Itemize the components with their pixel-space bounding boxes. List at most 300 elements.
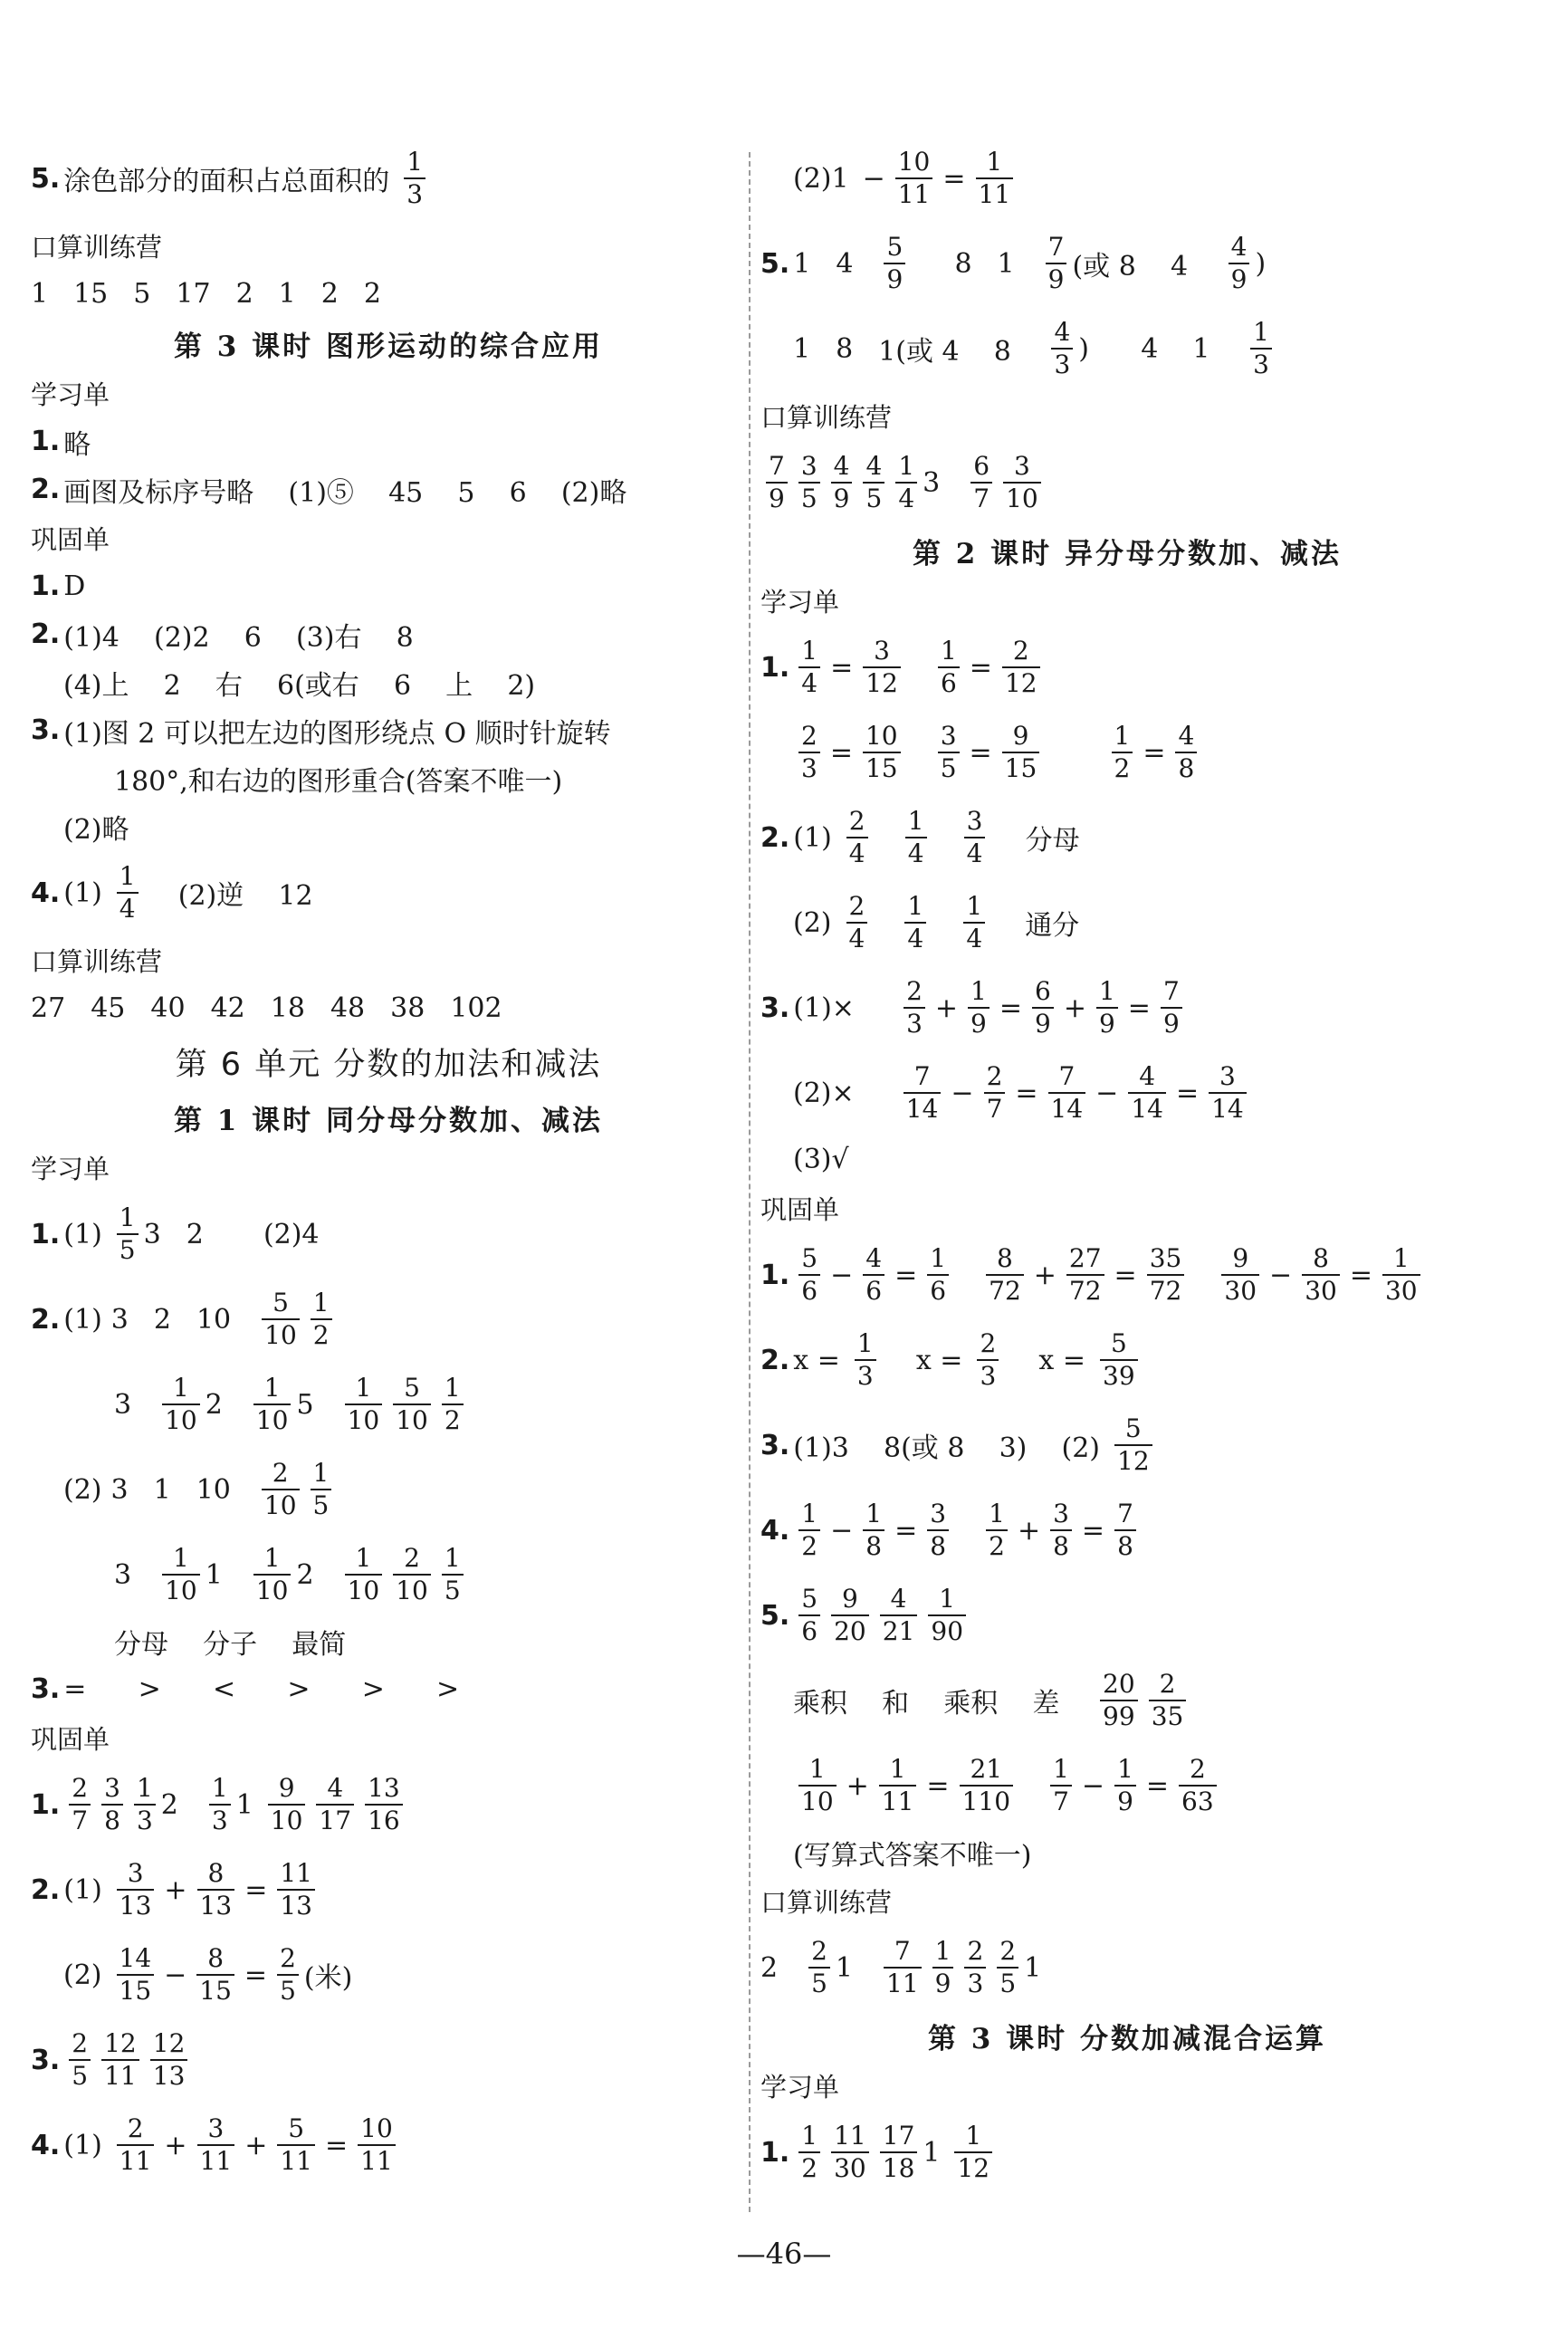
question-number: 1. [31,570,61,602]
unit-heading: 第 6 单元 分数的加法和减法 [175,1047,602,1083]
answer-text: ) 4 1 [1078,332,1237,365]
numerator: 12 [104,2028,137,2058]
fraction [863,723,901,781]
denominator: 99 [1100,1700,1138,1729]
numerator: 3 [874,636,890,666]
fraction [884,1936,922,1998]
question-number: 2. [760,1344,790,1376]
answer-value: 2 [205,1388,223,1421]
fraction [895,149,933,207]
fraction [964,1936,986,1998]
fraction [968,976,990,1039]
fraction [798,1501,820,1559]
numerator: 1 [1053,1754,1069,1784]
fraction [162,1543,200,1605]
answer-line [31,2103,746,2188]
fraction [1050,1754,1072,1816]
fraction [442,1375,464,1433]
numerator: 4 [1139,1061,1156,1091]
fraction [1003,451,1041,513]
fraction [117,1943,155,2006]
answer-line [760,2110,1494,2195]
fraction [196,1943,234,2006]
denominator: 5 [442,1574,464,1604]
fraction [1002,638,1040,696]
question-number: 3. [31,2044,61,2076]
operator: = [926,1769,950,1802]
denominator: 11 [277,2144,315,2174]
answer-line [760,710,1494,795]
denominator: 9 [1114,1785,1136,1815]
numerator: 5 [886,232,904,262]
denominator: 4 [846,922,868,952]
answer-line [760,965,1494,1050]
numerator: 5 [1110,1328,1127,1358]
numerator: 4 [890,1584,907,1614]
fraction [863,451,884,513]
numerator: 2 [72,1773,89,1803]
operator: = [969,651,992,684]
numerator: 1 [808,1754,826,1784]
numerator: 27 [1068,1243,1102,1273]
denominator: 8 [1050,1529,1072,1559]
answer-text: ) [1255,247,1267,280]
denominator: 2 [986,1529,1008,1559]
denominator: 10 [393,1404,431,1433]
answer-text: D [63,570,86,602]
numerator: 1 [934,1936,951,1966]
denominator: 35 [1149,1700,1187,1729]
denominator: 30 [831,2151,869,2181]
fraction [117,2113,155,2176]
answer-text [1018,1770,1036,1802]
question-number: 3. [31,714,61,746]
numerator: 1 [801,2121,818,2151]
denominator: 9 [766,482,788,512]
numerator: 1 [1098,976,1115,1006]
denominator: 10 [162,1404,200,1433]
answer-line [760,1135,1494,1183]
answer-value: 3 [114,1388,132,1421]
numerator: 1 [355,1373,372,1403]
answer-text: 分母 分子 最简 [114,1628,347,1661]
fraction [904,976,925,1039]
section-label: 学习单 [760,586,840,618]
question-number: 2. [31,1303,61,1336]
answer-text: (1) [63,1218,102,1250]
answer-value: 1 [153,1473,171,1506]
answer-line [31,754,746,802]
fraction [393,1543,431,1605]
denominator: 5 [808,1967,830,1997]
answer-text: (1) [63,1303,102,1336]
answer-text [873,907,890,939]
answer-value: 27 [31,992,66,1024]
answer-text: (1)图 2 可以把左边的图形绕点 O 顺时针旋转 [63,717,611,750]
numerator: 1 [263,1543,281,1573]
question-number: 1. [760,651,790,684]
numerator: 10 [865,721,898,751]
answer-line [760,1232,1494,1317]
fraction [1050,1501,1072,1559]
denominator: 9 [932,1967,954,1997]
fraction [311,1458,332,1520]
answer-value: 8 [836,332,854,365]
answer-line [760,1488,1494,1573]
question-number: 4. [31,2129,61,2161]
denominator: 21 [880,1614,918,1644]
numerator: 1 [889,1754,906,1784]
numerator: 2 [906,976,923,1006]
denominator: 5 [277,1974,299,2004]
answer-text: x = [793,1344,840,1376]
answer-line [31,2017,746,2103]
answer-line [31,417,746,465]
fraction [197,2113,235,2176]
answer-text: 分母 [990,825,1080,857]
denominator: 10 [262,1318,300,1348]
answer-text [911,248,945,280]
denominator: 9 [884,263,905,292]
numerator: 2 [811,1936,827,1966]
operator: − [1081,1769,1105,1802]
question-number: 2. [31,474,61,505]
answer-value: 1 [793,247,811,280]
numerator: 7 [913,1061,931,1091]
fraction [798,723,820,781]
answer-value: 10 [196,1303,232,1336]
operator: = [894,1259,918,1291]
answer-text: (1)× [793,992,890,1024]
denominator: 10 [162,1574,200,1604]
operator: − [1269,1259,1293,1291]
denominator: 13 [197,1889,235,1919]
numerator: 10 [360,2113,393,2143]
numerator: 11 [834,2121,866,2151]
denominator: 10 [262,1489,300,1518]
answer-value: 42 [210,992,245,1024]
fraction [316,1773,354,1835]
denominator: 30 [1382,1274,1420,1304]
fraction [863,1243,884,1306]
operator: = [1143,736,1166,769]
numerator: 1 [355,1543,372,1573]
numerator: 3 [800,451,817,481]
section-label: 口算训练营 [760,1886,893,1918]
numerator: 1 [312,1288,330,1317]
fraction [976,149,1014,207]
answer-line [760,1658,1494,1743]
answer-line [31,1277,746,1362]
operator: = [1127,992,1151,1024]
fraction [1114,1413,1152,1476]
answer-line [31,802,746,850]
denominator: 15 [117,1974,155,2004]
question-number: 4. [31,877,61,909]
denominator: 10 [345,1404,383,1433]
fraction [954,2123,992,2181]
fraction [277,2113,315,2176]
numerator: 1 [856,1328,874,1358]
fraction [964,806,986,868]
numerator: 5 [1124,1413,1142,1443]
numerator: 9 [1012,721,1029,751]
fraction [365,1773,403,1835]
fraction [1209,1061,1247,1124]
fraction [1114,1754,1136,1816]
fraction [880,2123,918,2181]
answer-text [906,652,923,684]
answer-line [760,1050,1494,1135]
numerator: 1 [444,1543,461,1573]
operator: − [830,1259,854,1291]
denominator: 7 [970,482,992,512]
denominator: 4 [895,482,917,512]
numerator: 7 [894,1936,911,1966]
denominator: 72 [986,1274,1024,1304]
numerator: 4 [327,1773,344,1803]
numerator: 2 [272,1458,289,1488]
fraction [1229,232,1250,294]
answer-text: (2)1 [793,162,849,195]
fraction [345,1543,383,1605]
answer-text: (2) [793,906,832,939]
numerator: 1 [940,636,957,666]
numerator: 1 [119,861,136,891]
operator: = [1114,1259,1137,1291]
numerator: 2 [999,1936,1017,1966]
numerator: 3 [104,1773,120,1803]
numerator: 1 [406,147,424,177]
fraction [863,638,901,696]
numerator: 1 [939,1584,956,1614]
operator: − [830,1514,854,1547]
denominator: 5 [69,2059,91,2089]
numerator: 5 [801,1584,818,1614]
answer-value: 1 [31,278,49,310]
fraction [863,1501,884,1559]
fraction [311,1290,332,1348]
answer-value: 3 [923,466,941,499]
denominator: 5 [117,1233,139,1263]
fraction [134,1773,156,1835]
answer-text: x = [1004,1344,1086,1376]
answer-text: 通分 [990,910,1080,942]
denominator: 30 [1302,1274,1340,1304]
answer-value: 1 [793,332,811,365]
answer-line [31,1532,746,1617]
answer-text [954,1260,971,1291]
section-label: 学习单 [760,2071,840,2103]
fraction [1002,723,1040,781]
fraction [442,1543,464,1605]
answer-text: (或 8 4 [1072,251,1214,283]
answer-value: 2 [186,1218,204,1250]
answer-value: 2 [760,1951,779,1984]
fraction [880,1586,918,1644]
denominator: 4 [117,892,139,922]
numerator: 1 [986,147,1003,177]
denominator: 5 [798,482,820,512]
question-number: 1. [31,426,61,457]
fraction [1302,1243,1340,1306]
fraction [150,2028,188,2091]
operator: = [830,651,854,684]
answer-text: 画图及标序号略 (1)⑤ 45 5 6 (2)略 [63,476,627,509]
operator: = [1175,1077,1200,1109]
denominator: 39 [1100,1359,1138,1389]
fraction [938,723,960,781]
denominator: 2 [798,1529,820,1559]
answer-line [760,795,1494,880]
numerator: 5 [801,1243,818,1273]
denominator: 10 [393,1574,431,1604]
answer-line [31,1762,746,1847]
fraction [1161,976,1182,1039]
fraction [1175,723,1197,781]
fraction [884,232,905,294]
fraction [879,1754,917,1816]
fraction [1382,1243,1420,1306]
numerator: 9 [842,1584,858,1614]
denominator: 4 [963,922,985,952]
fraction [997,1936,1018,1998]
denominator: 7 [984,1092,1006,1122]
numerator: 17 [882,2121,915,2151]
denominator: 13 [117,1889,155,1919]
denominator: 5 [311,1489,332,1518]
fraction [277,1943,299,2006]
numerator: 9 [1232,1243,1249,1273]
denominator: 18 [880,2151,918,2181]
answer-line [760,880,1494,965]
answer-line [31,562,746,610]
answer-line [31,658,746,706]
numerator: 1 [930,1243,947,1273]
fraction [904,891,926,953]
answer-line [760,625,1494,710]
answer-line [760,1403,1494,1488]
answer-value: 10 [196,1473,231,1506]
answer-line [31,136,746,221]
operator: = [324,2129,349,2161]
operator: + [846,1769,869,1802]
numerator: 3 [1053,1499,1069,1528]
fraction [960,1754,1013,1816]
operator: − [862,162,885,195]
numerator: 2 [986,1061,1003,1091]
lesson-heading: 第 2 课时 异分母分数加、减法 [913,537,1342,570]
answer-text [1045,737,1096,769]
numerator: 10 [897,147,931,177]
operator: = [969,736,992,769]
fraction [831,2123,869,2181]
answer-value: 3 [143,1218,161,1250]
denominator: 9 [968,1007,990,1037]
operator: + [934,992,959,1024]
denominator: 3 [798,752,820,781]
denominator: 6 [798,1614,820,1644]
denominator: 11 [197,2144,235,2174]
denominator: 9 [1161,1007,1182,1037]
numerator: 9 [278,1773,295,1803]
fraction [963,891,985,953]
answer-line [31,270,746,318]
section-label: 巩固单 [31,523,110,555]
operator: = [244,1873,268,1906]
answer-value: 17 [176,278,211,310]
numerator: 1 [263,1373,281,1403]
numerator: 3 [930,1499,947,1528]
denominator: 10 [1003,482,1041,512]
numerator: 1 [1253,317,1269,347]
fraction [1100,1328,1138,1391]
numerator: 7 [769,451,785,481]
denominator: 2 [311,1318,332,1348]
fraction [798,451,820,513]
answer-value: 1 [205,1558,223,1591]
answer-value: 1 [997,247,1015,280]
fraction [117,1858,155,1921]
fraction [1048,1061,1086,1124]
denominator: 11 [101,2059,139,2089]
section-label: 口算训练营 [760,401,893,433]
denominator: 8 [1175,752,1197,781]
denominator: 11 [879,1785,917,1815]
answer-line [31,1847,746,1932]
question-number: 1. [760,2136,790,2169]
denominator: 30 [1221,1274,1259,1304]
fraction [984,1061,1006,1124]
fraction [404,149,425,207]
answer-line [760,221,1494,306]
answer-text: (1) [63,2129,102,2161]
denominator: 2 [442,1404,464,1433]
numerator: 14 [119,1943,152,1973]
answer-text: 1 [235,1788,253,1821]
numerator: 1 [898,451,915,481]
answer-text: 略 [63,428,91,461]
denominator: 9 [1096,1007,1118,1037]
numerator: 4 [1230,232,1248,262]
numerator: 6 [973,451,990,481]
section-label: 口算训练营 [31,945,163,977]
denominator: 10 [268,1804,306,1834]
numerator: 1 [1392,1243,1410,1273]
fraction [162,1375,200,1433]
fraction [1096,976,1118,1039]
fraction [798,1754,837,1816]
operator: − [1095,1077,1119,1109]
question-number: 3. [760,1429,790,1461]
answer-value: 102 [450,992,502,1024]
denominator: 14 [1209,1092,1247,1122]
section-label: 巩固单 [31,1723,110,1755]
denominator: 3 [1051,348,1073,378]
answer-line [31,1192,746,1277]
answer-line [31,1362,746,1447]
fraction [798,2123,820,2181]
numerator: 3 [207,2113,225,2143]
fraction [1250,317,1272,379]
numerator: 1 [211,1773,228,1803]
numerator: 1 [865,1499,883,1528]
answer-text [954,1515,971,1547]
fraction [345,1375,383,1433]
numerator: 4 [833,451,850,481]
denominator: 12 [1114,1444,1152,1474]
question-number: 5. [760,1599,790,1632]
